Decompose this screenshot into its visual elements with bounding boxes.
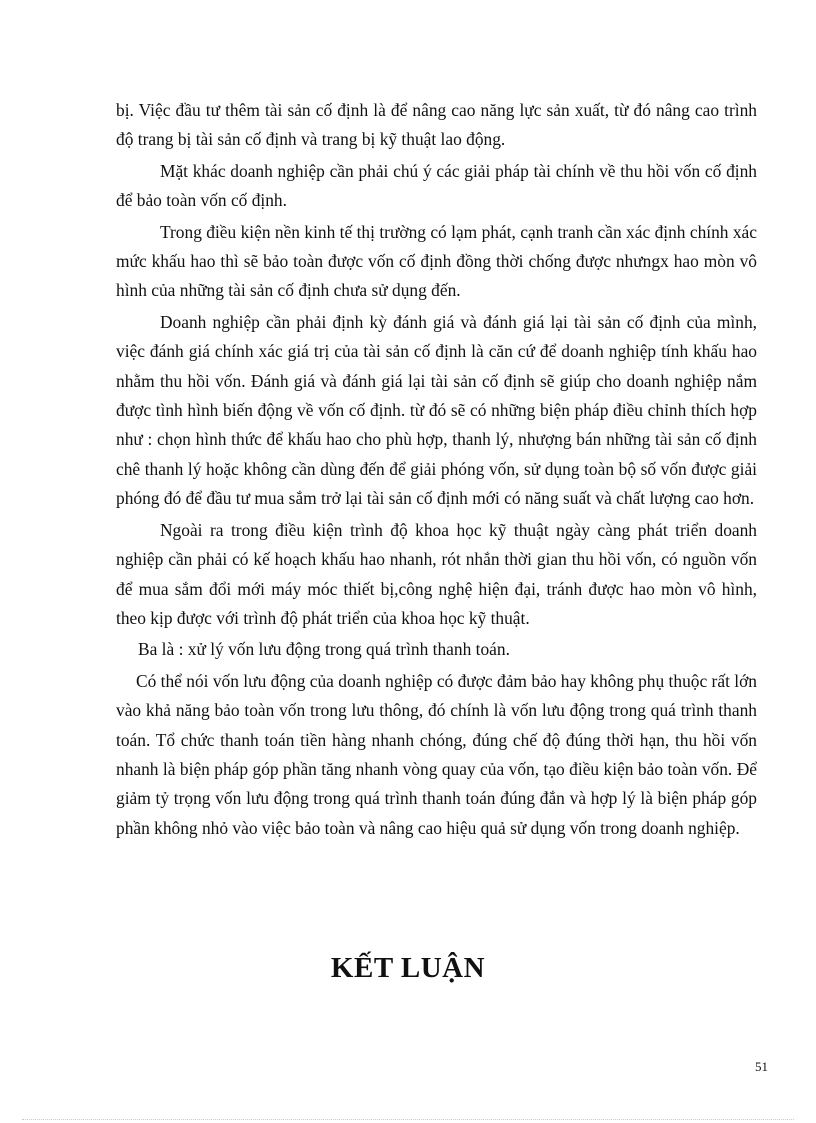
section-heading: KẾT LUẬN — [330, 952, 486, 984]
paragraph-1: bị. Việc đầu tư thêm tài sản cố định là để nâng cao năng lực sản xuất, từ đó nâng cao trình độ trang bị tài sản cố định và trang bị kỹ thuật lao động. — [116, 100, 757, 150]
paragraph-3: Trong điều kiện nền kinh tế thị trường có lạm phát, cạnh tranh cần xác định chính xác mức khấu hao thì sẽ bảo toàn được vốn cố định đồng thời chống được nhưngx hao mòn vô hình của những tài sản cố định chưa sử dụng đến. — [116, 221, 757, 301]
page-number: 51 — [755, 1059, 768, 1074]
paragraph-2: Mặt khác doanh nghiệp cần phải chú ý các giải pháp tài chính về thu hồi vốn cố định để bảo toàn vốn cố định. — [116, 160, 757, 211]
paragraph-6: Ba là : xử lý vốn lưu động trong quá trình thanh toán. — [138, 639, 510, 660]
paragraph-7: Có thể nói vốn lưu động của doanh nghiệp có được đảm bảo hay không phụ thuộc rất lớn vào khả năng bảo toàn vốn trong lưu thông, đó chính là vốn lưu động trong quá trình thanh toán. Tổ chức thanh toán tiền hàng nhanh chóng, đúng chế độ đúng thời hạn, thu hồi vốn nhanh là biện pháp góp phần tăng nhanh vòng quay của vốn, tạo điều kiện bảo toàn vốn. Để giảm tỷ trọng vốn lưu động trong quá trình thanh toán đúng đắn và hợp lý là biện pháp góp phần không nhỏ vào việc bảo toàn và nâng cao hiệu quả sử dụng vốn trong doanh nghiệp. — [116, 670, 757, 838]
body-text — [116, 96, 757, 843]
paragraph-5: Ngoài ra trong điều kiện trình độ khoa học kỹ thuật ngày càng phát triển doanh nghiệp cần phải có kế hoạch khấu hao nhanh, rót nhắn thời gian thu hồi vốn, có nguồn vốn để mua sắm đổi mới máy móc thiết bị,công nghệ hiện đại, tránh được hao mòn vô hình, theo kịp được với trình độ phát triển của khoa học kỹ thuật. — [116, 519, 757, 628]
paragraph-4: Doanh nghiệp cần phải định kỳ đánh giá và đánh giá lại tài sản cố định của mình, việc đánh giá chính xác giá trị của tài sản cố định là căn cứ để doanh nghiệp tính khấu hao nhằm thu hồi vốn. Đánh giá và đánh giá lại tài sản cố định sẽ giúp cho doanh nghiệp nắm được tình hình biến động về vốn cố định. từ đó sẽ có những biện pháp điều chỉnh thích hợp như : chọn hình thức để khấu hao cho phù hợp, thanh lý, nhượng bán những tài sản cố định chê thanh lý hoặc không cần dùng đến để giải phóng vốn, sử dụng toàn bộ số vốn được giải phóng đó để đầu tư mua sắm trở lại tài sản cố định mới có năng suất và chất lượng cao hơn. — [116, 311, 757, 509]
page-footer-divider — [22, 1119, 794, 1120]
